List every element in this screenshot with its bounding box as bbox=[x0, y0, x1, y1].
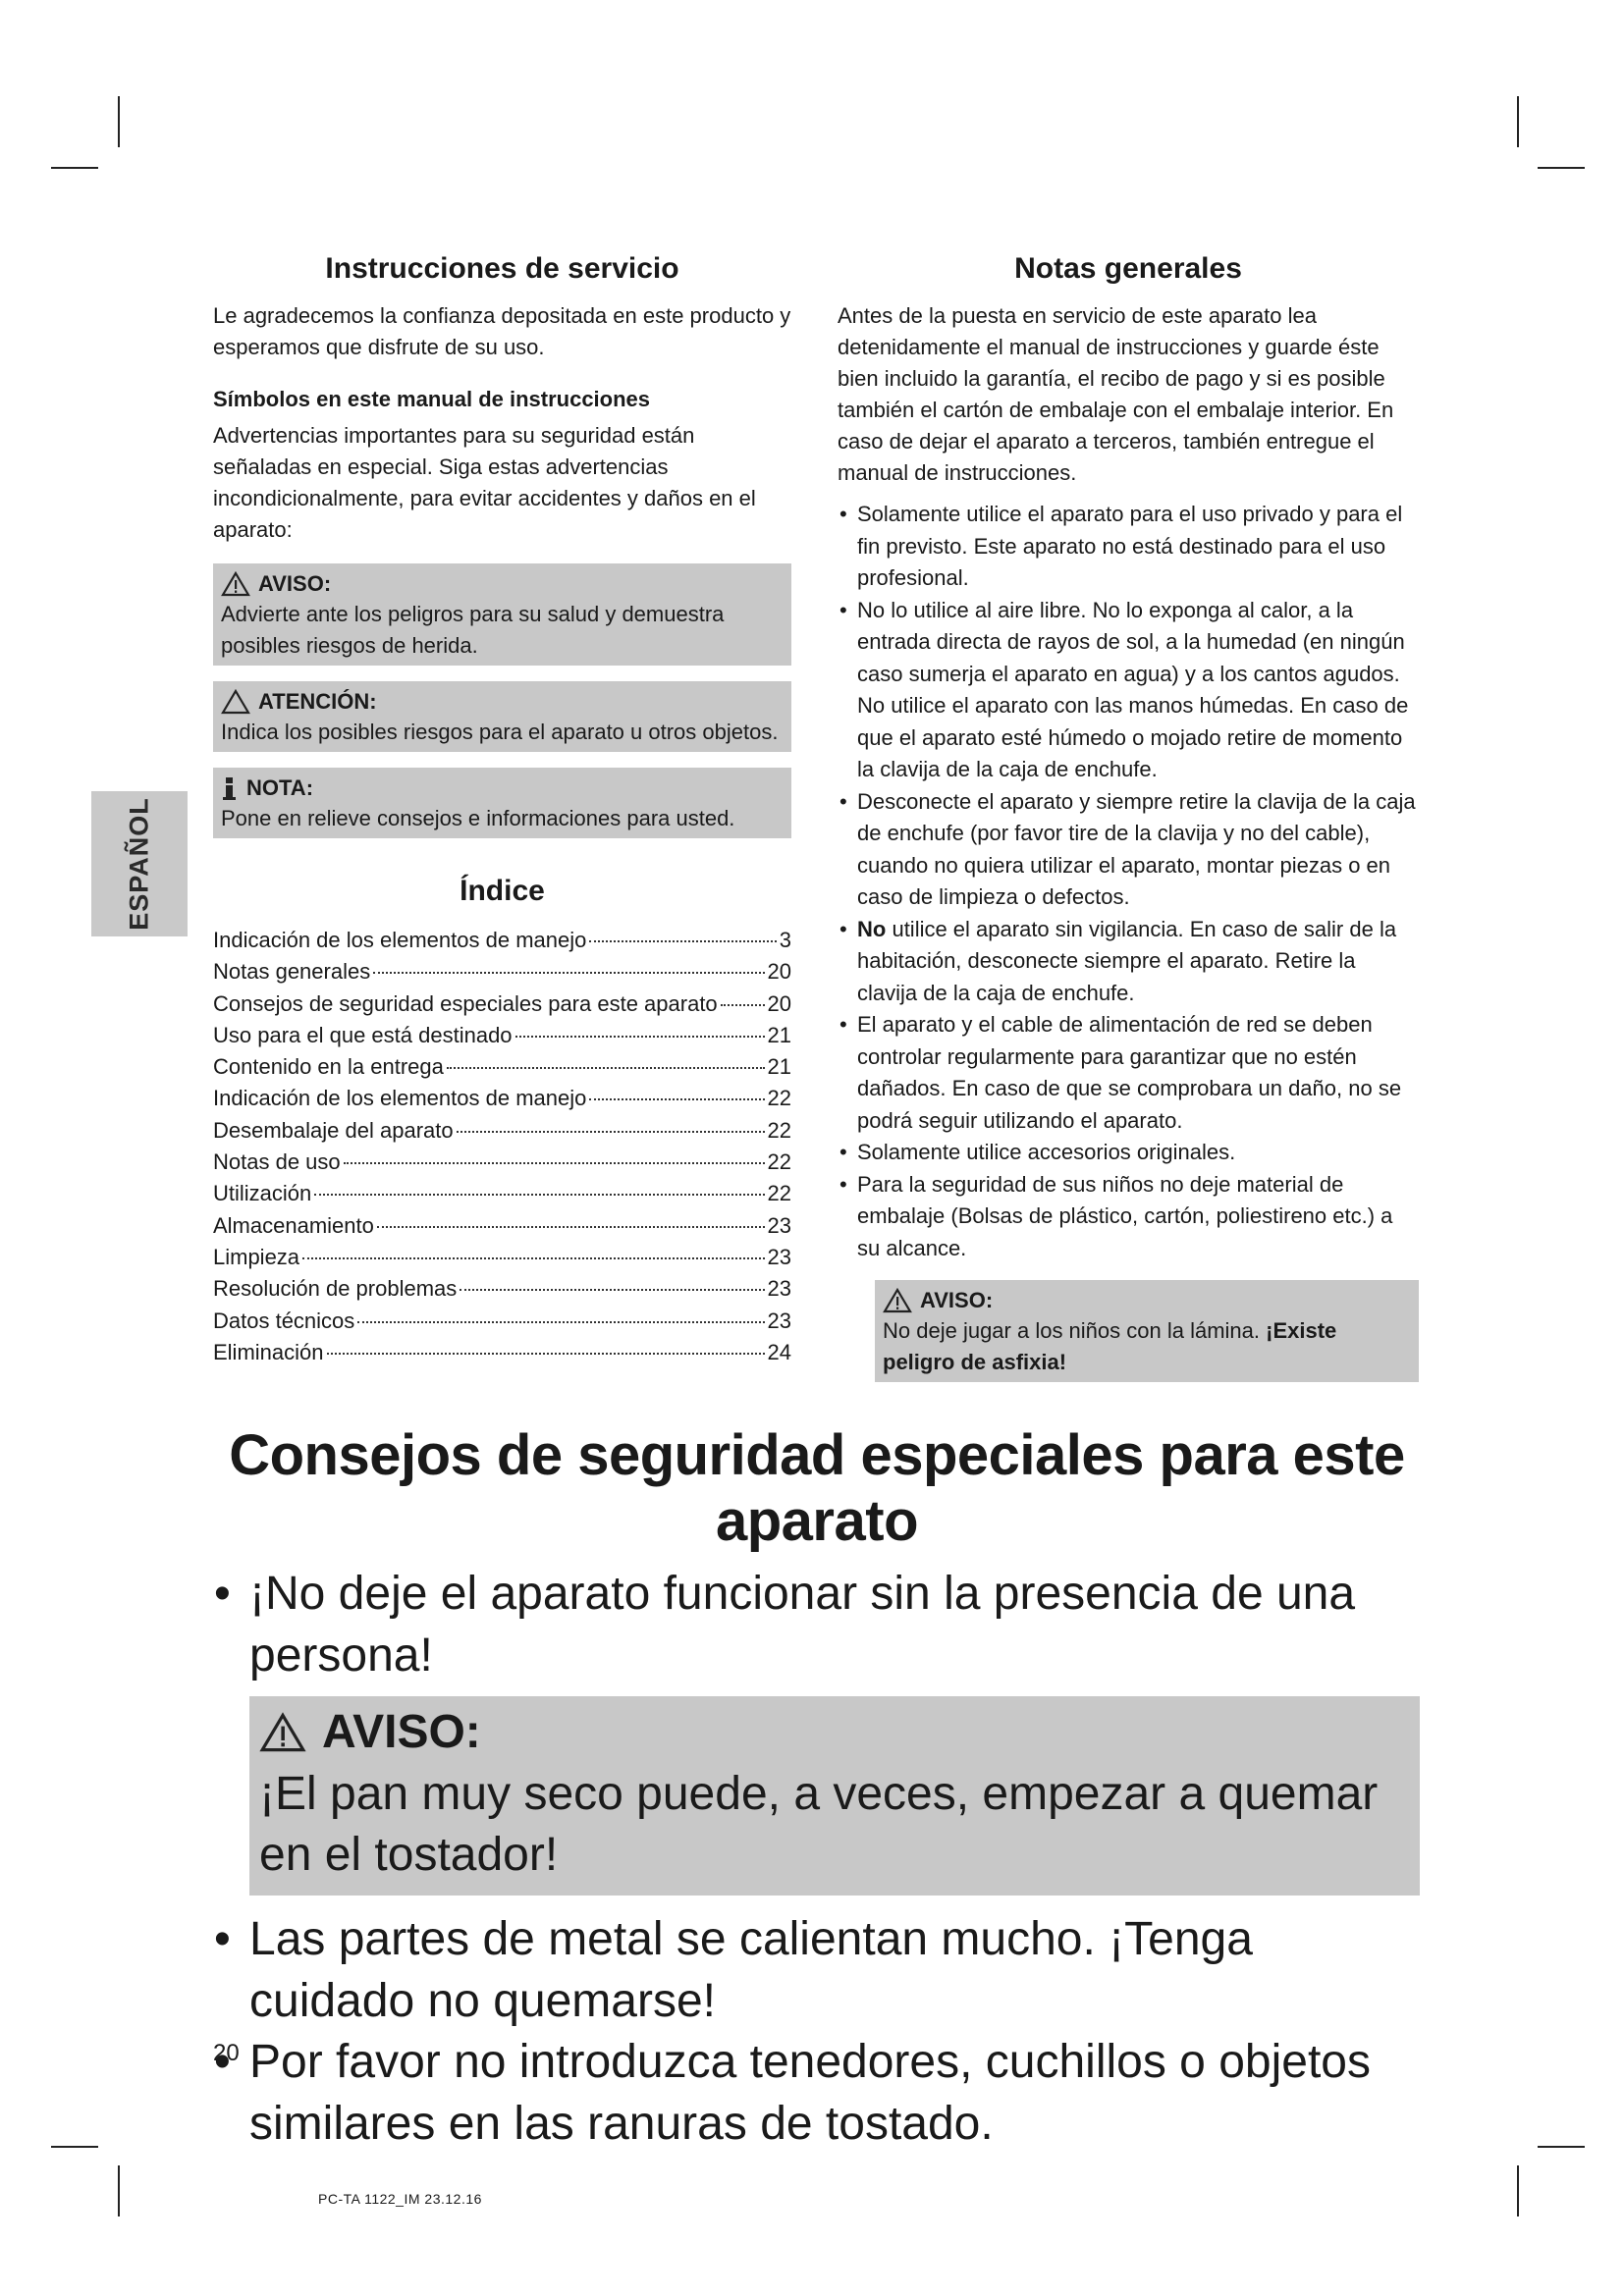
warning-icon bbox=[259, 1712, 306, 1753]
toc-row bbox=[213, 1115, 791, 1147]
safety-bullet: • Las partes de metal se calientan mucho. ¡Tenga cuidado no quemarse! bbox=[214, 1909, 1420, 2032]
general-notes-intro: Antes de la puesta en servicio de este aparato lea detenidamente el manual de instrucciones y guarde éste bien incluido la garantía, el recibo de pago y si es posible también el cartón de embalaje con el embalaje interior. En caso de dejar el aparato a terceros, también entregue el manual de instrucciones. bbox=[838, 303, 1394, 485]
crop-mark bbox=[1517, 96, 1519, 147]
toc-row bbox=[213, 1178, 791, 1209]
toc-entry-title: Eliminación bbox=[213, 1339, 324, 1364]
safety-aviso-label: AVISO: bbox=[322, 1706, 481, 1759]
safety-bullet: • ¡No deje el aparato funcionar sin la presencia de una persona! bbox=[214, 1564, 1420, 1686]
toc-entry-title: Notas generales bbox=[213, 959, 371, 985]
toc-entry-page: 21 bbox=[767, 1054, 791, 1080]
toc-row bbox=[213, 988, 791, 1020]
aviso-box-children bbox=[875, 1280, 1419, 1382]
toc-row bbox=[213, 956, 791, 988]
toc-entry-page: 23 bbox=[767, 1244, 791, 1269]
info-icon bbox=[221, 775, 239, 801]
toc-entry-page: 23 bbox=[767, 1308, 791, 1333]
toc-entry-title: Uso para el que está destinado bbox=[213, 1022, 513, 1047]
list-item bbox=[838, 914, 1419, 1010]
warning-icon bbox=[883, 1288, 912, 1313]
toc-leader-dots bbox=[457, 1131, 765, 1133]
list-item: • El aparato y el cable de alimentación de red se deben controlar regularmente para garantizar que no estén dañados. En caso de que se comprobara un daño, no se podrá seguir utilizando el aparato. bbox=[838, 1009, 1419, 1137]
toc-entry-page: 23 bbox=[767, 1212, 791, 1238]
toc-leader-dots bbox=[589, 940, 776, 942]
aviso-bold-text: ¡Existe peligro de asfixia! bbox=[883, 1318, 1337, 1374]
nota-label: NOTA: bbox=[246, 775, 314, 800]
nota-box bbox=[213, 768, 791, 838]
aviso-box bbox=[213, 563, 791, 666]
aviso-text: No deje jugar a los niños con la lámina. ¡Existe peligro de asfixia! bbox=[883, 1318, 1337, 1374]
page-number: 20 bbox=[213, 2040, 240, 2066]
toc-entry-title: Almacenamiento bbox=[213, 1212, 374, 1238]
toc-row bbox=[213, 1242, 791, 1273]
toc-entry-title: Desembalaje del aparato bbox=[213, 1117, 454, 1143]
toc-entry-title: Utilización bbox=[213, 1181, 312, 1206]
aviso-text: Advierte ante los peligros para su salud y demuestra posibles riesgos de herida. bbox=[221, 602, 725, 658]
list-item-bold: No bbox=[857, 916, 887, 941]
language-tab bbox=[91, 791, 188, 936]
atencion-text: Indica los posibles riesgos para el aparato u otros objetos. bbox=[221, 720, 779, 744]
language-tab-label: ESPAÑOL bbox=[124, 797, 154, 931]
crop-mark bbox=[118, 96, 120, 147]
safety-bullet: • Por favor no introduzca tenedores, cuchillos o objetos similares en las ranuras de tostado. bbox=[214, 2032, 1420, 2155]
crop-mark bbox=[51, 2146, 98, 2148]
toc-entry-title: Datos técnicos bbox=[213, 1308, 355, 1333]
toc-entry-title: Resolución de problemas bbox=[213, 1276, 458, 1302]
caution-icon bbox=[221, 689, 250, 715]
atencion-box bbox=[213, 681, 791, 752]
toc-entry-page: 22 bbox=[767, 1181, 791, 1206]
toc-row bbox=[213, 925, 791, 956]
aviso-label: AVISO: bbox=[920, 1288, 994, 1312]
toc-row bbox=[213, 1147, 791, 1178]
toc-row bbox=[213, 1273, 791, 1305]
instructions-title: Instrucciones de servicio bbox=[325, 252, 679, 285]
toc-entry-page: 3 bbox=[779, 928, 791, 952]
crop-mark bbox=[51, 167, 98, 169]
toc-leader-dots bbox=[357, 1321, 764, 1323]
toc-entry-title: Indicación de los elementos de manejo bbox=[213, 1086, 587, 1111]
toc-entry-page: 22 bbox=[767, 1086, 791, 1111]
left-column bbox=[213, 251, 791, 1368]
toc-leader-dots bbox=[460, 1289, 764, 1291]
toc-leader-dots bbox=[344, 1162, 765, 1164]
safety-aviso-box bbox=[249, 1696, 1420, 1896]
toc-entry-page: 22 bbox=[767, 1117, 791, 1143]
toc-entry-title: Notas de uso bbox=[213, 1149, 341, 1175]
toc-entry-title: Indicación de los elementos de manejo bbox=[213, 928, 587, 952]
toc-leader-dots bbox=[327, 1353, 765, 1355]
crop-mark bbox=[118, 2165, 120, 2216]
toc-entry-title: Consejos de seguridad especiales para este aparato bbox=[213, 990, 718, 1016]
aviso-label: AVISO: bbox=[258, 571, 332, 596]
right-column bbox=[838, 251, 1419, 1382]
list-item: • No lo utilice al aire libre. No lo exponga al calor, a la entrada directa de rayos de sol, a la humedad (en ningún caso sumerja el aparato en agua) y a los cantos agudos. No utilice el aparato con las manos húmedas. En caso de que el aparato esté húmedo o mojado retire de momento la clavija de la caja de enchufe. bbox=[838, 595, 1419, 786]
toc-leader-dots bbox=[314, 1194, 764, 1196]
toc-entry-page: 21 bbox=[767, 1022, 791, 1047]
list-item-text: utilice el aparato sin vigilancia. En caso de salir de la habitación, desconecte siempre el aparato. Retire la clavija de la caja de enchufe. bbox=[857, 916, 1397, 1005]
toc-entry-page: 23 bbox=[767, 1276, 791, 1302]
safety-section bbox=[214, 1423, 1420, 2155]
crop-mark bbox=[1538, 2146, 1585, 2148]
toc-leader-dots bbox=[721, 1004, 765, 1006]
toc-entry-title: Limpieza bbox=[213, 1244, 300, 1269]
toc-entry-page: 24 bbox=[767, 1339, 791, 1364]
safety-title: Consejos de seguridad especiales para este aparato bbox=[229, 1423, 1405, 1553]
toc-row bbox=[213, 1210, 791, 1242]
intro-text: Le agradecemos la confianza depositada en este producto y esperamos que disfrute de su uso. bbox=[213, 303, 791, 359]
atencion-label: ATENCIÓN: bbox=[258, 689, 377, 714]
toc-leader-dots bbox=[589, 1098, 764, 1100]
toc-title: Índice bbox=[460, 875, 545, 907]
nota-text: Pone en relieve consejos e informaciones para usted. bbox=[221, 806, 735, 830]
safety-aviso-text: ¡El pan muy seco puede, a veces, empezar a quemar en el tostador! bbox=[259, 1767, 1379, 1881]
table-of-contents bbox=[213, 925, 791, 1368]
toc-row bbox=[213, 1337, 791, 1368]
toc-leader-dots bbox=[447, 1067, 765, 1069]
footer-code: PC-TA 1122_IM 23.12.16 bbox=[318, 2191, 482, 2207]
toc-row bbox=[213, 1306, 791, 1337]
toc-leader-dots bbox=[302, 1257, 764, 1259]
toc-row bbox=[213, 1051, 791, 1083]
list-item: • Desconecte el aparato y siempre retire la clavija de la caja de enchufe (por favor tire de la clavija y no del cable), cuando no quiera utilizar el aparato, montar piezas o en caso de limpieza o defectos. bbox=[838, 786, 1419, 914]
general-notes-title: Notas generales bbox=[1014, 252, 1242, 285]
toc-row bbox=[213, 1083, 791, 1114]
toc-leader-dots bbox=[515, 1036, 765, 1038]
toc-row bbox=[213, 1020, 791, 1051]
crop-mark bbox=[1538, 167, 1585, 169]
toc-entry-page: 20 bbox=[767, 959, 791, 985]
list-item: • Para la seguridad de sus niños no deje material de embalaje (Bolsas de plástico, cartón, poliestireno etc.) a su alcance. bbox=[838, 1169, 1419, 1265]
symbols-heading: Símbolos en este manual de instrucciones bbox=[213, 387, 651, 411]
warning-icon bbox=[221, 571, 250, 597]
toc-entry-page: 20 bbox=[767, 990, 791, 1016]
symbols-text: Advertencias importantes para su seguridad están señaladas en especial. Siga estas advertencias incondicionalmente, para evitar accidentes y daños en el aparato: bbox=[213, 423, 756, 542]
toc-entry-title: Contenido en la entrega bbox=[213, 1054, 444, 1080]
list-item: • Solamente utilice accesorios originales. bbox=[838, 1137, 1419, 1169]
general-notes-list bbox=[838, 499, 1419, 1264]
crop-mark bbox=[1517, 2165, 1519, 2216]
toc-entry-page: 22 bbox=[767, 1149, 791, 1175]
toc-leader-dots bbox=[373, 972, 764, 974]
toc-leader-dots bbox=[377, 1226, 765, 1228]
list-item: • Solamente utilice el aparato para el uso privado y para el fin previsto. Este aparato no está destinado para el uso profesional. bbox=[838, 499, 1419, 595]
